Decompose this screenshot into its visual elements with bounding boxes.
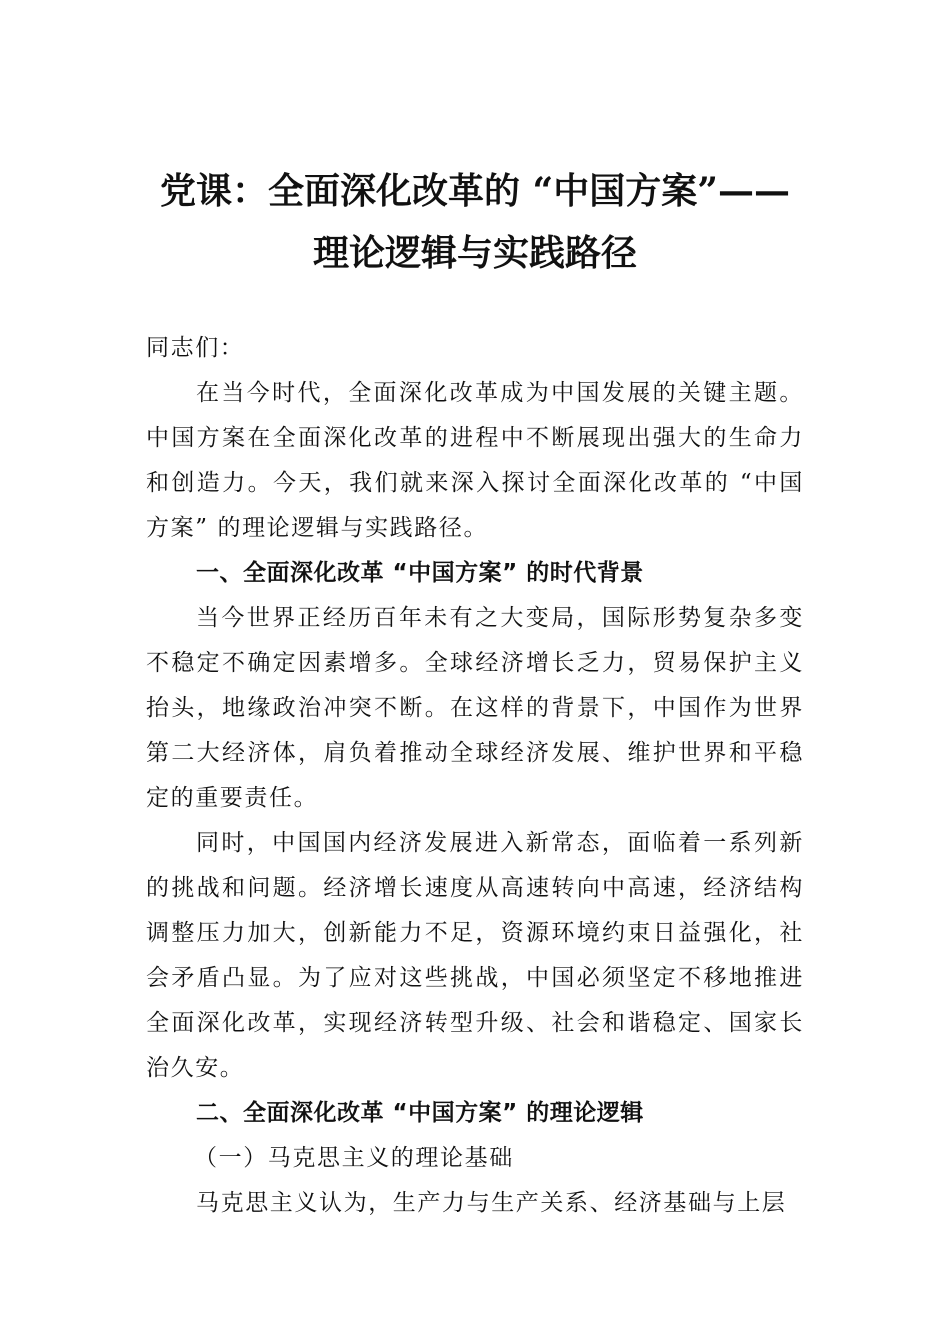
section-2-subheading: （一）马克思主义的理论基础: [194, 1145, 514, 1171]
section-1-paragraph-1: 当今世界正经历百年未有之大变局，国际形势复杂多变不稳定不确定因素增多。全球经济增长乏力，贸易保护主义抬头，地缘政治冲突不断。在这样的背景下，中国作为世界第二大经济体，肩负着推动全球经济发展、维护世界和平稳定的重要责任。: [146, 605, 804, 811]
intro-paragraph: 在当今时代，全面深化改革成为中国发展的关键主题。中国方案在全面深化改革的进程中不断展现出强大的生命力和创造力。今天，我们就来深入探讨全面深化改革的 “中国方案” 的理论逻辑与实践路径。: [146, 380, 804, 541]
salutation: 同志们：: [146, 335, 245, 361]
document-title: [134, 160, 816, 284]
section-2-paragraph: 马克思主义认为，生产力与生产关系、经济基础与上层: [196, 1190, 787, 1216]
section-1-heading: 一、全面深化改革 “中国方案” 的时代背景: [196, 560, 644, 586]
title-line-1: 党课：全面深化改革的 “中国方案”——: [160, 170, 790, 212]
title-line-2: 理论逻辑与实践路径: [312, 232, 637, 274]
document-body: [146, 326, 804, 1226]
section-2-heading: 二、全面深化改革 “中国方案” 的理论逻辑: [196, 1100, 644, 1126]
section-1-paragraph-2: 同时，中国国内经济发展进入新常态，面临着一系列新的挑战和问题。经济增长速度从高速转向中高速，经济结构调整压力加大，创新能力不足，资源环境约束日益强化，社会矛盾凸显。为了应对这些挑战，中国必须坚定不移地推进全面深化改革，实现经济转型升级、社会和谐稳定、国家长治久安。: [146, 830, 804, 1081]
